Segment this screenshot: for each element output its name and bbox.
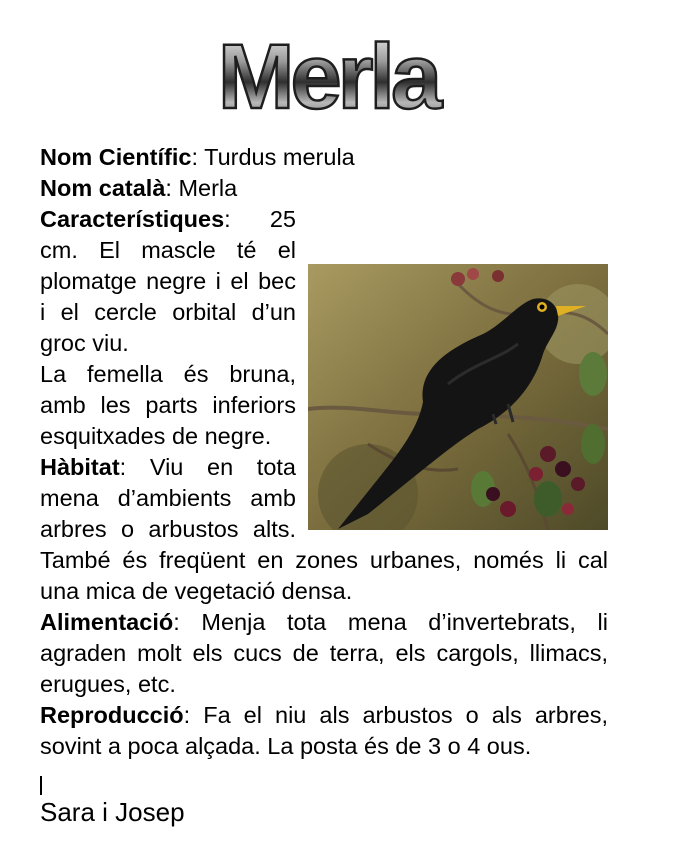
author-signature: Sara i Josep <box>40 797 185 827</box>
page-title: Merla <box>217 28 439 128</box>
text-caracteristiques: : 25 cm. El mascle té el plomatge negre i el bec i el cercle orbital d’un groc viu. <box>40 206 296 356</box>
label-caracteristiques: Característiques <box>40 206 225 232</box>
text-alimentacio: : Menja tota mena d’invertebrats, li agraden molt els cucs de terra, els cargols, llimacs, erugues, etc. <box>40 609 608 697</box>
blackbird-photo <box>308 264 608 530</box>
document-body <box>40 142 608 762</box>
text-femella: La femella és bruna, amb les parts inferiors esquitxades de negre. <box>40 361 296 449</box>
text-habitat: : Viu en tota mena d’ambients amb arbres o arbustos alts. També és freqüent en zones urbanes, només li cal una mica de vegetació densa. <box>40 454 608 604</box>
title-wordart <box>178 28 478 128</box>
section-nom-catala <box>40 173 608 204</box>
section-alimentacio <box>40 607 608 700</box>
text-nom-catala: : Merla <box>165 175 238 201</box>
text-nom-cientific: : Turdus merula <box>191 144 355 170</box>
text-reproduccio: : Fa el niu als arbustos o als arbres, sovint a poca alçada. La posta és de 3 o 4 ous. <box>40 702 608 759</box>
label-alimentacio: Alimentació <box>40 609 174 635</box>
text-cursor <box>40 776 42 795</box>
label-reproduccio: Reproducció <box>40 702 184 728</box>
label-habitat: Hàbitat <box>40 454 120 480</box>
section-reproduccio <box>40 700 608 762</box>
label-nom-catala: Nom català <box>40 175 166 201</box>
section-nom-cientific <box>40 142 608 173</box>
label-nom-cientific: Nom Científic <box>40 144 192 170</box>
